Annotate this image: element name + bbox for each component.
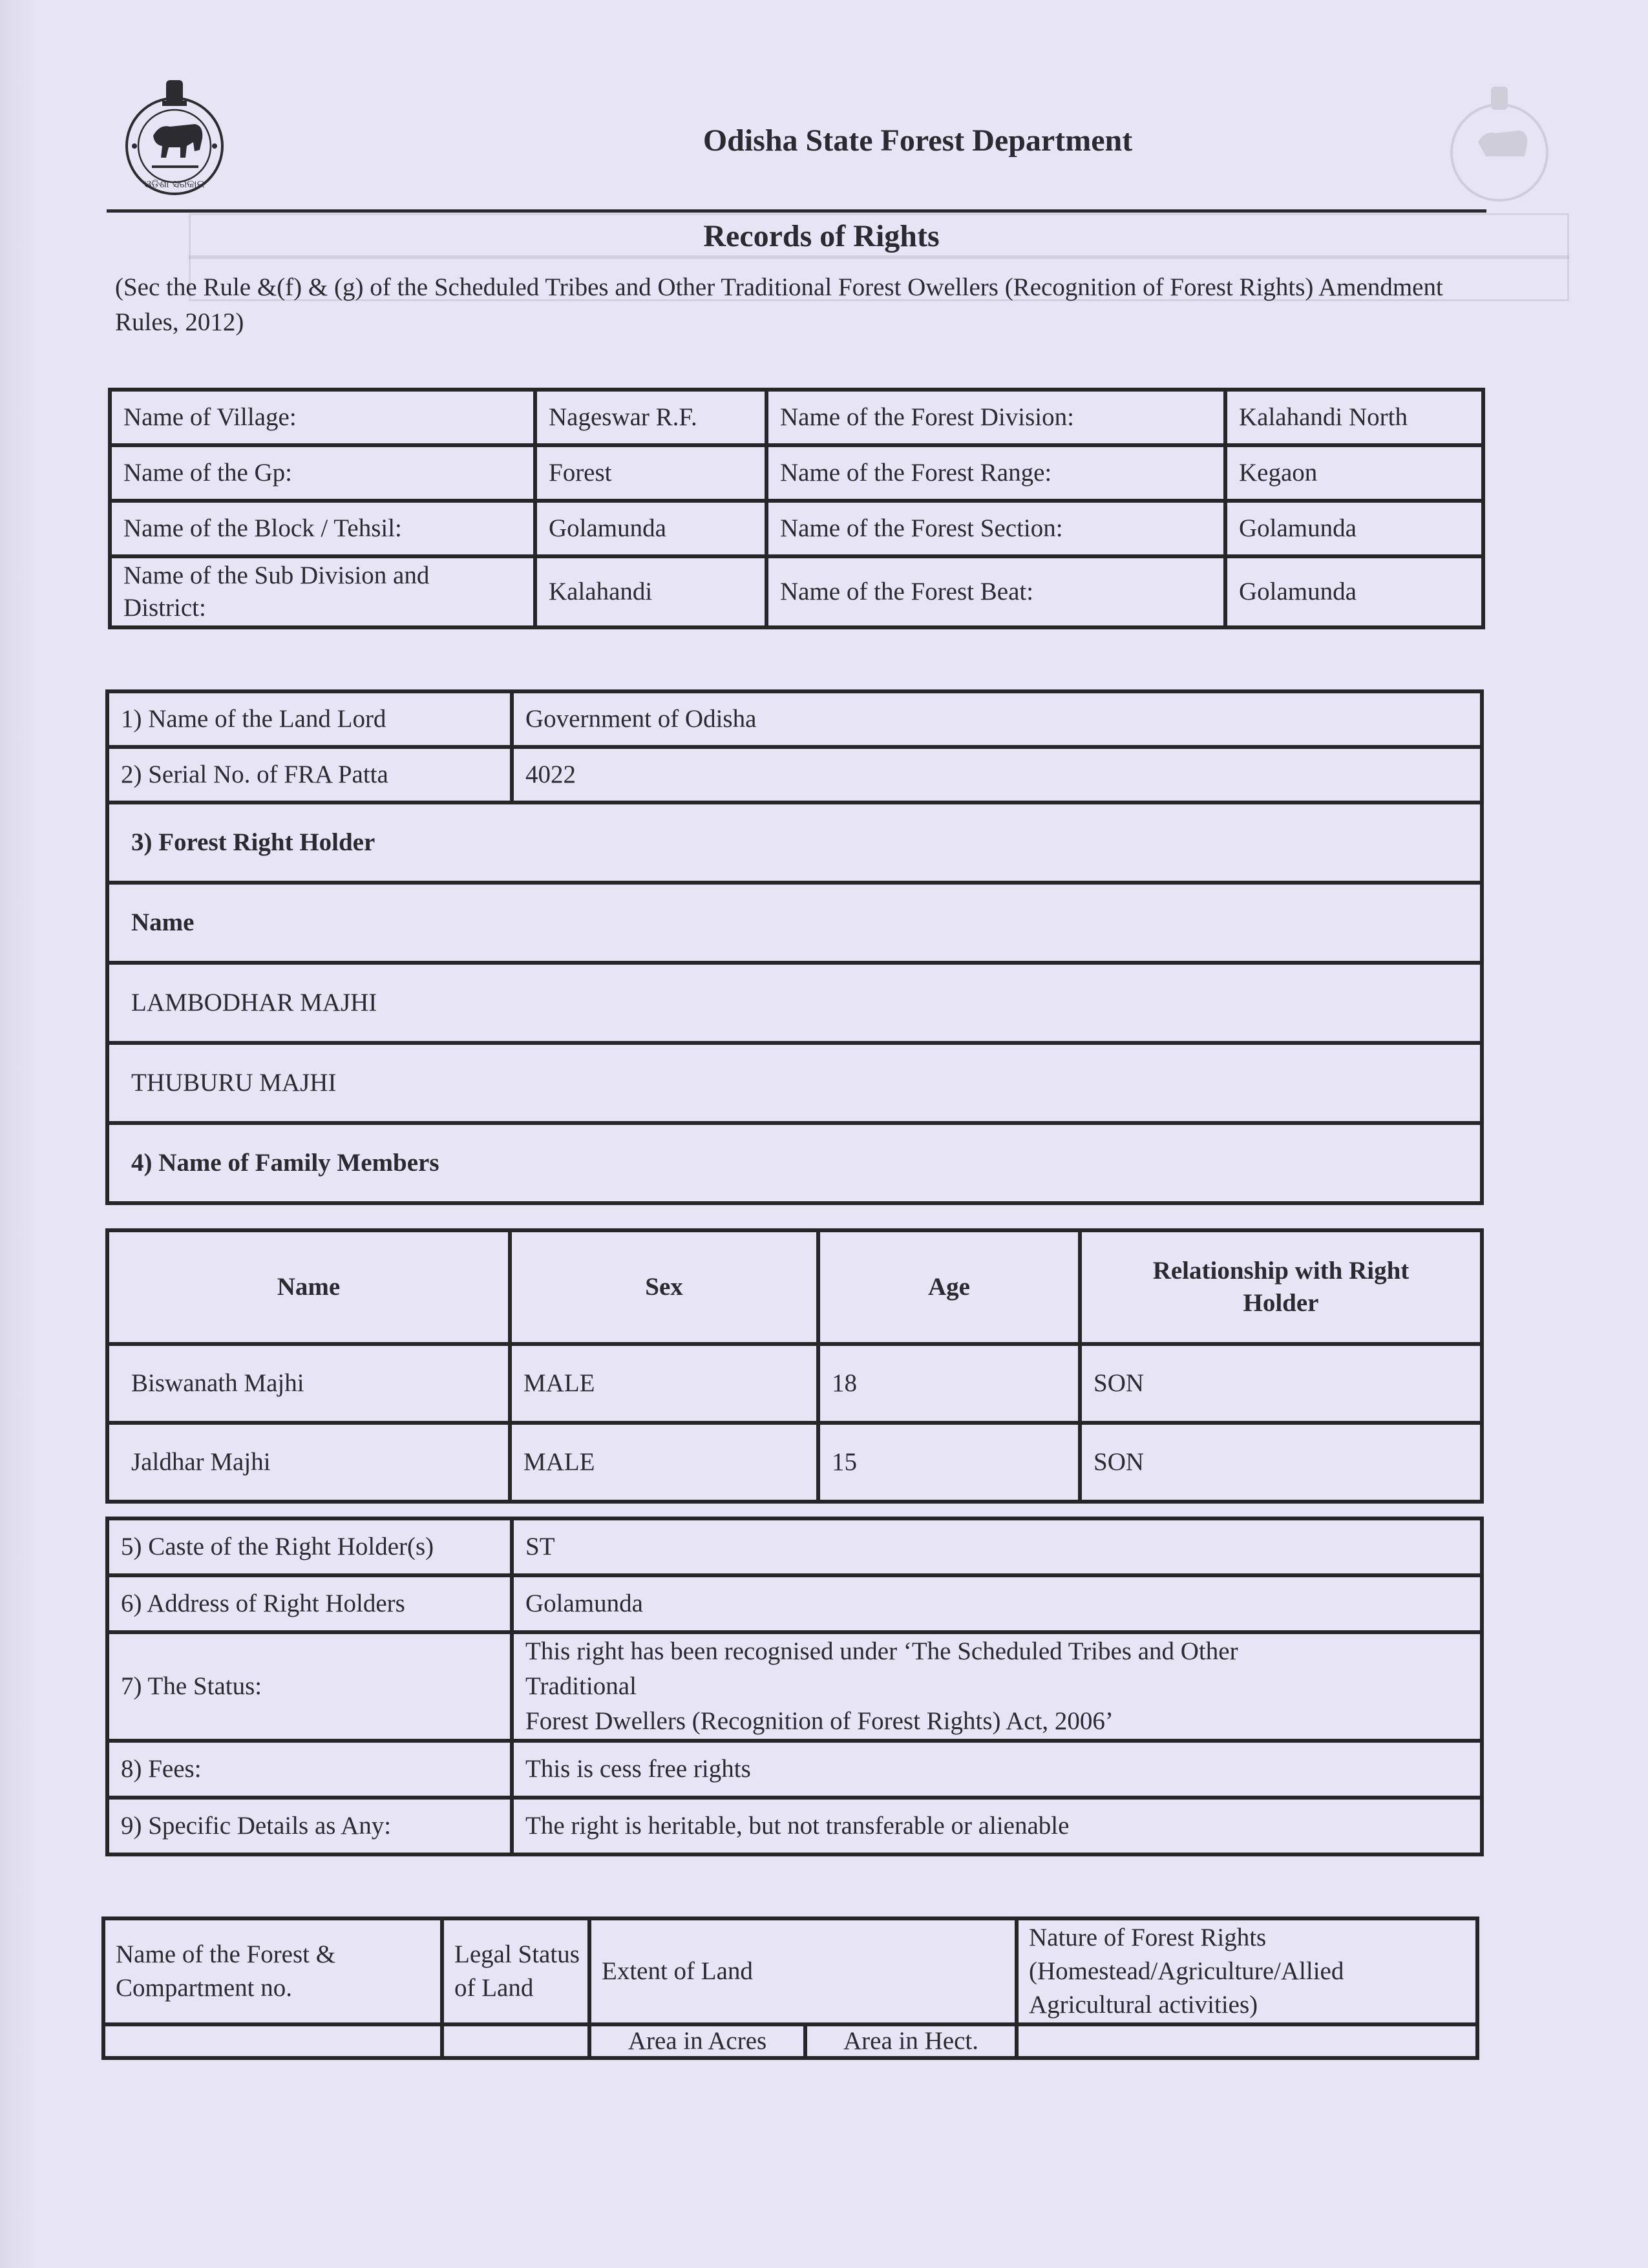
status-value — [512, 1632, 1482, 1741]
area-acres-header: Area in Acres — [589, 2024, 805, 2058]
fees-value: This is cess free rights — [512, 1741, 1482, 1798]
land-table — [101, 1916, 1479, 2060]
village-label: Name of Village: — [110, 390, 535, 445]
col-nature-header: Nature of Forest Rights (Homestead/Agriculture/Allied Agricultural activities) — [1017, 1918, 1477, 2024]
status-row — [107, 1632, 1482, 1741]
header-rule — [107, 209, 1486, 213]
member-relation: SON — [1080, 1344, 1482, 1423]
status-line: This right has been recognised under ‘The Scheduled Tribes and Other — [525, 1637, 1238, 1665]
col-age-header: Age — [818, 1230, 1080, 1344]
col-forest-header: Name of the Forest & Compartment no. — [103, 1918, 442, 2024]
village-value: Nageswar R.F. — [535, 390, 766, 445]
fees-row — [107, 1741, 1482, 1798]
forest-cell — [103, 2024, 442, 2058]
gp-value: Forest — [535, 445, 766, 501]
member-name: Biswanath Majhi — [107, 1344, 510, 1423]
rule-reference: (Sec the Rule &(f) & (g) of the Scheduled Tribes and Other Traditional Forest Owellers (Recognition of Forest Rights) Amendment Rules, 2012) — [115, 273, 1443, 336]
status-label: 7) The Status: — [107, 1632, 512, 1741]
caste-value: ST — [512, 1518, 1482, 1575]
patta-label: 2) Serial No. of FRA Patta — [107, 747, 512, 803]
block-value: Golamunda — [535, 501, 766, 556]
col-legal-header: Legal Status of Land — [442, 1918, 589, 2024]
fees-label: 8) Fees: — [107, 1741, 512, 1798]
forest-range-label: Name of the Forest Range: — [766, 445, 1225, 501]
specific-value: The right is heritable, but not transferable or alienable — [512, 1798, 1482, 1854]
specific-label: 9) Specific Details as Any: — [107, 1798, 512, 1854]
location-table — [108, 388, 1485, 629]
holder-name-heading: Name — [107, 883, 1482, 963]
forest-beat-label: Name of the Forest Beat: — [766, 556, 1225, 627]
location-row — [110, 445, 1483, 501]
col-relationship-header: Relationship with Right Holder — [1080, 1230, 1482, 1344]
caste-label: 5) Caste of the Right Holder(s) — [107, 1518, 512, 1575]
member-age: 15 — [818, 1423, 1080, 1502]
address-value: Golamunda — [512, 1575, 1482, 1632]
forest-section-label: Name of the Forest Section: — [766, 501, 1225, 556]
land-header-row — [103, 1918, 1477, 2024]
col-extent-header: Extent of Land — [589, 1918, 1017, 2024]
gp-label: Name of the Gp: — [110, 445, 535, 501]
table-row — [107, 1344, 1482, 1423]
holder-name: LAMBODHAR MAJHI — [107, 963, 1482, 1043]
patta-row — [107, 747, 1482, 803]
specific-details-row — [107, 1798, 1482, 1854]
location-row — [110, 556, 1483, 627]
address-label: 6) Address of Right Holders — [107, 1575, 512, 1632]
emblem-text: ଓଡ଼ିଶା ସରକାର — [144, 178, 205, 190]
family-table — [105, 1228, 1484, 1504]
details-table — [105, 1517, 1484, 1856]
member-name: Jaldhar Majhi — [107, 1423, 510, 1502]
rights-table — [105, 689, 1484, 1205]
family-header-row — [107, 1230, 1482, 1344]
subdivision-value: Kalahandi — [535, 556, 766, 627]
caste-row — [107, 1518, 1482, 1575]
land-lord-row — [107, 691, 1482, 747]
page-title: Records of Rights — [703, 219, 940, 253]
family-heading: 4) Name of Family Members — [107, 1123, 1482, 1203]
address-row — [107, 1575, 1482, 1632]
status-line: Forest Dwellers (Recognition of Forest Rights) Act, 2006’ — [525, 1707, 1114, 1735]
col-sex-header: Sex — [510, 1230, 818, 1344]
forest-beat-value: Golamunda — [1225, 556, 1483, 627]
patta-value: 4022 — [512, 747, 1482, 803]
land-lord-value: Government of Odisha — [512, 691, 1482, 747]
forest-division-label: Name of the Forest Division: — [766, 390, 1225, 445]
legal-cell — [442, 2024, 589, 2058]
holder-heading: 3) Forest Right Holder — [107, 803, 1482, 883]
status-line: Traditional — [525, 1672, 637, 1700]
area-hect-header: Area in Hect. — [805, 2024, 1017, 2058]
land-lord-label: 1) Name of the Land Lord — [107, 691, 512, 747]
block-label: Name of the Block / Tehsil: — [110, 501, 535, 556]
subdivision-label: Name of the Sub Division and District: — [110, 556, 535, 627]
bleed-through-rule — [189, 255, 1569, 259]
table-row — [107, 1423, 1482, 1502]
land-subheader-row — [103, 2024, 1477, 2058]
member-sex: MALE — [510, 1344, 818, 1423]
member-relation: SON — [1080, 1423, 1482, 1502]
department-title: Odisha State Forest Department — [703, 123, 1133, 158]
paper-edge — [0, 0, 36, 2268]
holder-name: THUBURU MAJHI — [107, 1043, 1482, 1123]
location-row — [110, 501, 1483, 556]
forest-division-value: Kalahandi North — [1225, 390, 1483, 445]
member-age: 18 — [818, 1344, 1080, 1423]
col-name-header: Name — [107, 1230, 510, 1344]
member-sex: MALE — [510, 1423, 818, 1502]
location-row — [110, 390, 1483, 445]
forest-range-value: Kegaon — [1225, 445, 1483, 501]
nature-cell — [1017, 2024, 1477, 2058]
forest-section-value: Golamunda — [1225, 501, 1483, 556]
